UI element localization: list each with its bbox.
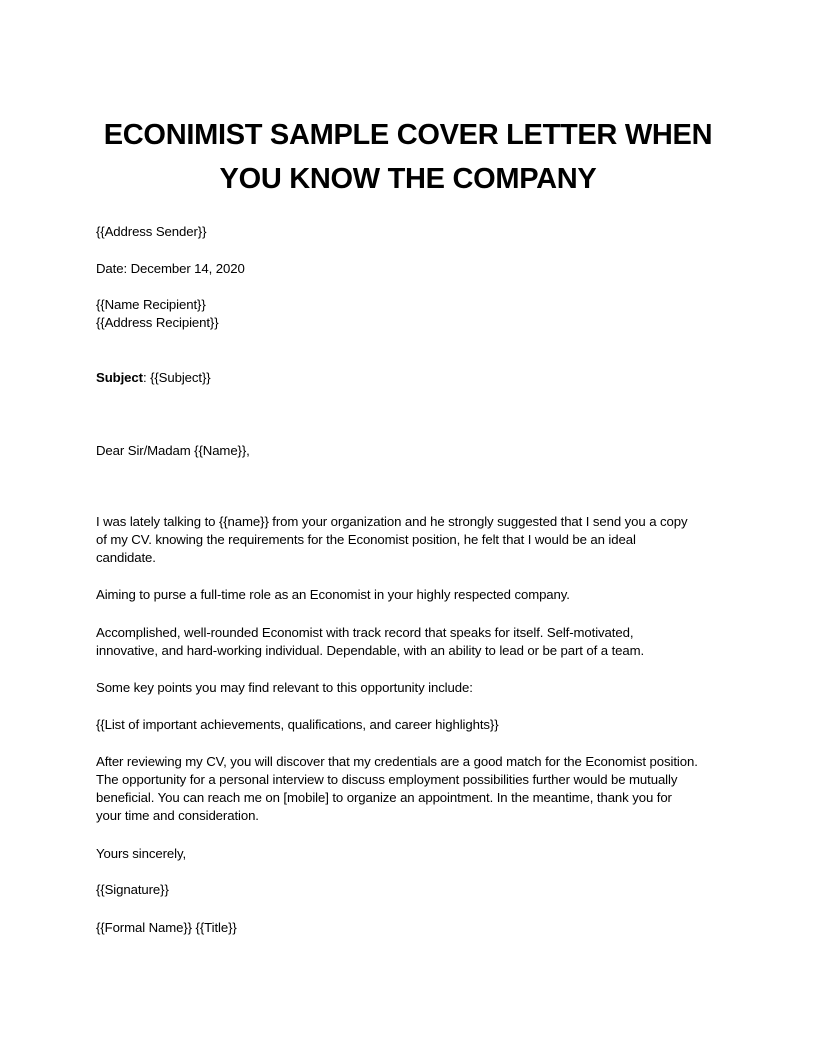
title-line-2: YOU KNOW THE COMPANY xyxy=(219,163,597,195)
signature: {{Signature}} xyxy=(96,882,169,897)
recipient-address: {{Address Recipient}} xyxy=(96,315,219,330)
title-line-1: ECONIMIST SAMPLE COVER LETTER WHEN xyxy=(103,119,713,151)
salutation: Dear Sir/Madam {{Name}}, xyxy=(96,443,250,458)
document-title xyxy=(80,113,736,201)
letter-date: Date: December 14, 2020 xyxy=(96,261,245,276)
paragraph-1: I was lately talking to {{name}} from your organization and he strongly suggested that I send you a copy of my CV. knowing the requirements for the Economist position, he felt that I would be an ideal candidate. xyxy=(96,514,688,565)
recipient-name: {{Name Recipient}} xyxy=(96,297,206,312)
subject-value: : {{Subject}} xyxy=(142,370,211,385)
recipient-block xyxy=(96,296,736,332)
formal-name: {{Formal Name}} {{Title}} xyxy=(96,920,237,935)
subject-label: Subject xyxy=(96,370,143,385)
paragraph-3: Accomplished, well-rounded Economist with track record that speaks for itself. Self-motivated, innovative, and hard-working individual. Dependable, with an ability to lead or be part of a team. xyxy=(96,625,645,658)
closing: Yours sincerely, xyxy=(96,846,187,861)
paragraph-2: Aiming to purse a full-time role as an Economist in your highly respected company. xyxy=(96,587,570,602)
paragraph-4: Some key points you may find relevant to this opportunity include: xyxy=(96,680,473,695)
paragraph-5: {{List of important achievements, qualifications, and career highlights}} xyxy=(96,717,499,732)
subject-line xyxy=(96,369,736,387)
paragraph-6: After reviewing my CV, you will discover that my credentials are a good match for the Economist position. The opportunity for a personal interview to discuss employment possibilities further would be mutually beneficial. You can reach me on [mobile] to organize an appointment. In the meantime, thank you for your time and consideration. xyxy=(96,754,698,823)
sender-address: {{Address Sender}} xyxy=(96,224,207,239)
